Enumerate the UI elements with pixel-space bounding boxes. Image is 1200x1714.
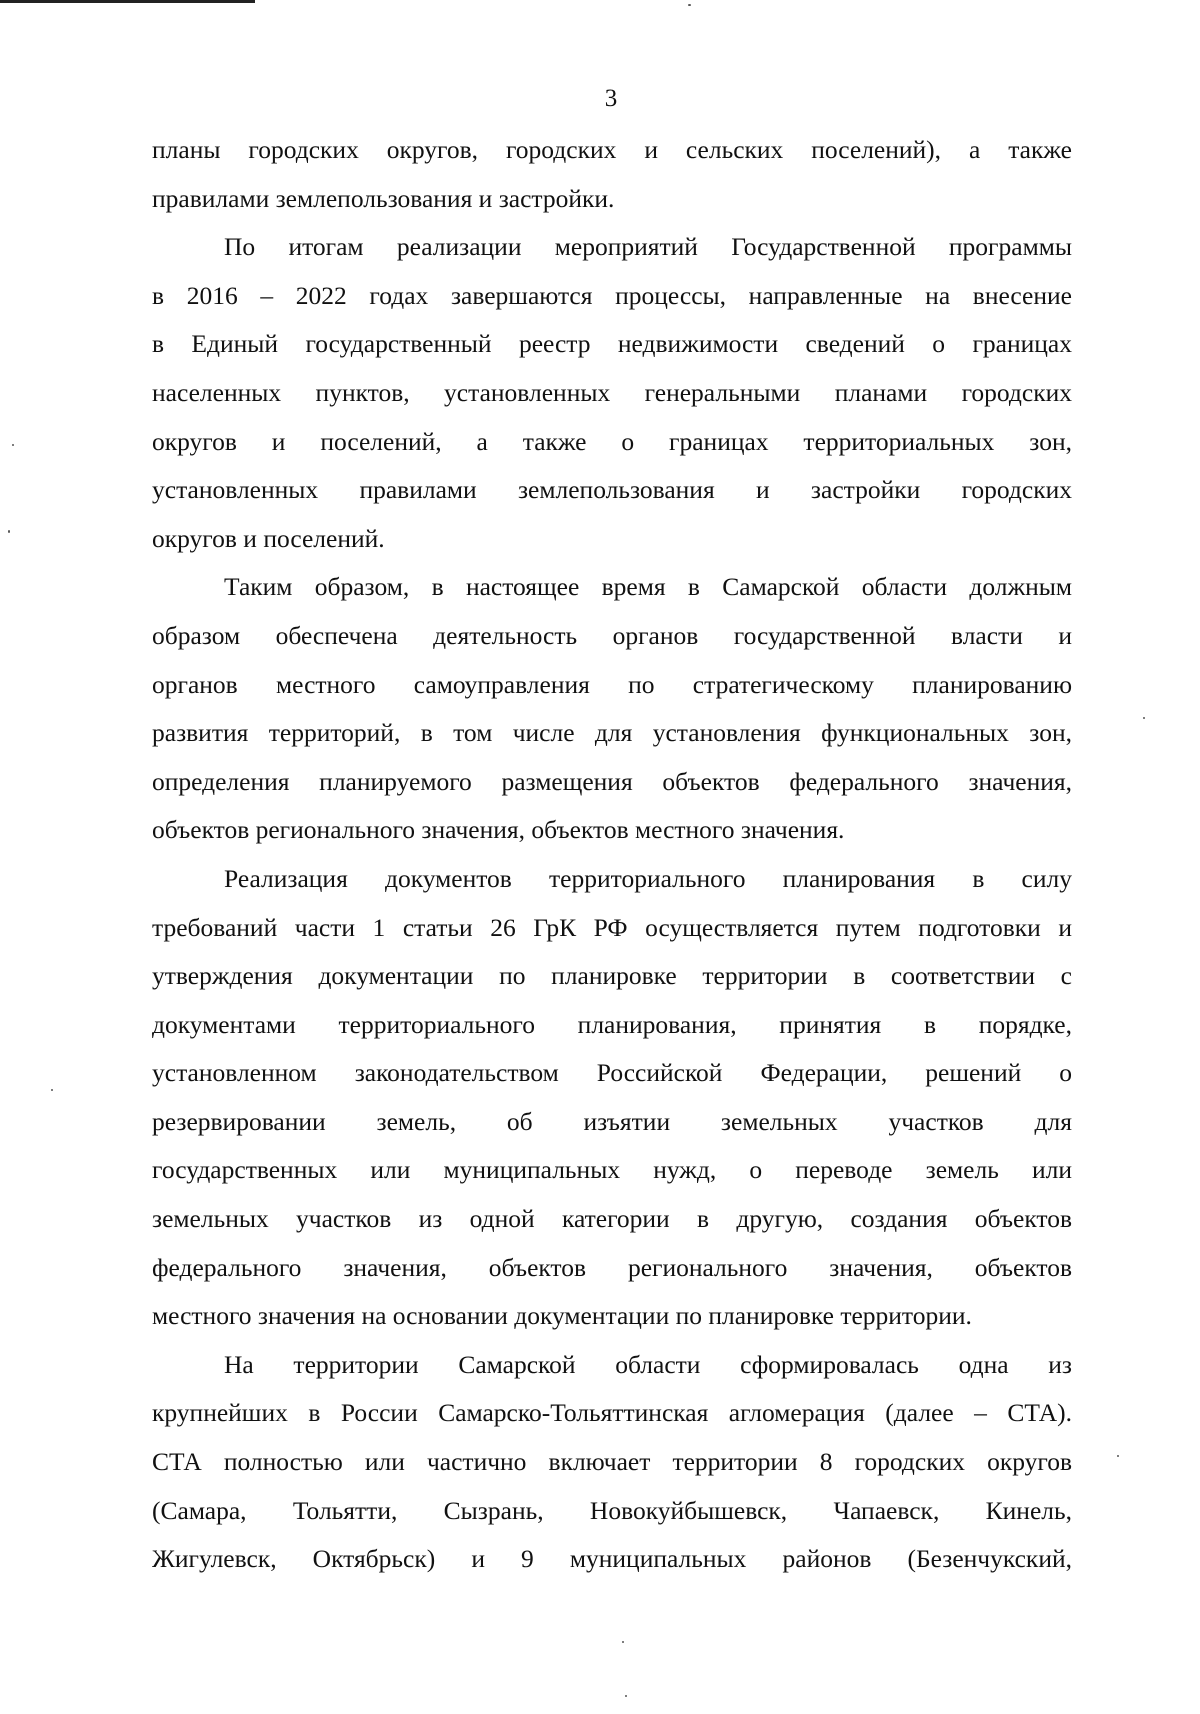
text-line: требований части 1 статьи 26 ГрК РФ осуществляется путем подготовки и: [152, 912, 1072, 942]
text-line: Таким образом, в настоящее время в Самарской области должным: [224, 572, 1072, 602]
page-number: 3: [604, 85, 618, 112]
text-line: определения планируемого размещения объектов федерального значения,: [152, 766, 1072, 796]
text-line: округов и поселений, а также о границах территориальных зон,: [152, 426, 1072, 456]
text-line: планы городских округов, городских и сельских поселений), а также: [152, 135, 1072, 164]
scan-speck: [51, 1089, 53, 1091]
text-line: местного значения на основании документации по планировке территории.: [152, 1301, 972, 1331]
paragraph-1: [152, 126, 1072, 223]
text-line: органов местного самоуправления по стратегическому планированию: [152, 669, 1072, 699]
text-line: утверждения документации по планировке территории в соответствии с: [152, 961, 1072, 991]
text-line: крупнейших в России Самарско-Тольяттинская агломерация (далее – СТА).: [152, 1398, 1072, 1428]
scan-speck: [622, 1641, 624, 1643]
text-line: Жигулевск, Октябрьск) и 9 муниципальных районов (Безенчукский,: [152, 1544, 1072, 1574]
scan-speck: [1143, 717, 1145, 719]
scan-speck: [1117, 1455, 1119, 1457]
text-line: СТА полностью или частично включает территории 8 городских округов: [152, 1447, 1072, 1477]
text-line: правилами землепользования и застройки.: [152, 183, 615, 213]
text-line: документами территориального планирования, принятия в порядке,: [152, 1009, 1072, 1039]
scan-speck: [625, 1695, 627, 1697]
scan-speck: [12, 444, 14, 446]
text-line: государственных или муниципальных нужд, о переводе земель или: [152, 1155, 1072, 1185]
text-line: населенных пунктов, установленных генеральными планами городских: [152, 377, 1072, 407]
text-line: установленном законодательством Российской Федерации, решений о: [152, 1058, 1072, 1088]
document-body: [152, 126, 1072, 1584]
top-rule: [0, 0, 255, 3]
text-line: установленных правилами землепользования и застройки городских: [152, 475, 1072, 505]
paragraph-4: [152, 855, 1072, 1341]
text-line: земельных участков из одной категории в другую, создания объектов: [152, 1204, 1072, 1234]
text-line: (Самара, Тольятти, Сызрань, Новокуйбышевск, Чапаевск, Кинель,: [152, 1495, 1072, 1525]
text-line: объектов регионального значения, объектов местного значения.: [152, 815, 845, 845]
text-line: в 2016 – 2022 годах завершаются процессы, направленные на внесение: [152, 280, 1072, 310]
text-line: федерального значения, объектов регионального значения, объектов: [152, 1252, 1072, 1282]
text-line: резервировании земель, об изъятии земельных участков для: [152, 1106, 1072, 1136]
paragraph-3: [152, 563, 1072, 855]
paragraph-2: [152, 223, 1072, 563]
text-line: образом обеспечена деятельность органов государственной власти и: [152, 620, 1072, 650]
text-line: По итогам реализации мероприятий Государственной программы: [224, 232, 1072, 262]
text-line: в Единый государственный реестр недвижимости сведений о границах: [152, 329, 1072, 359]
text-line: развития территорий, в том числе для установления функциональных зон,: [152, 718, 1072, 748]
scan-speck: [688, 4, 691, 6]
text-line: На территории Самарской области сформировалась одна из: [224, 1349, 1072, 1379]
text-line: округов и поселений.: [152, 523, 385, 553]
text-line: Реализация документов территориального планирования в силу: [224, 863, 1072, 893]
scan-speck: [8, 530, 10, 533]
paragraph-5: [152, 1341, 1072, 1584]
